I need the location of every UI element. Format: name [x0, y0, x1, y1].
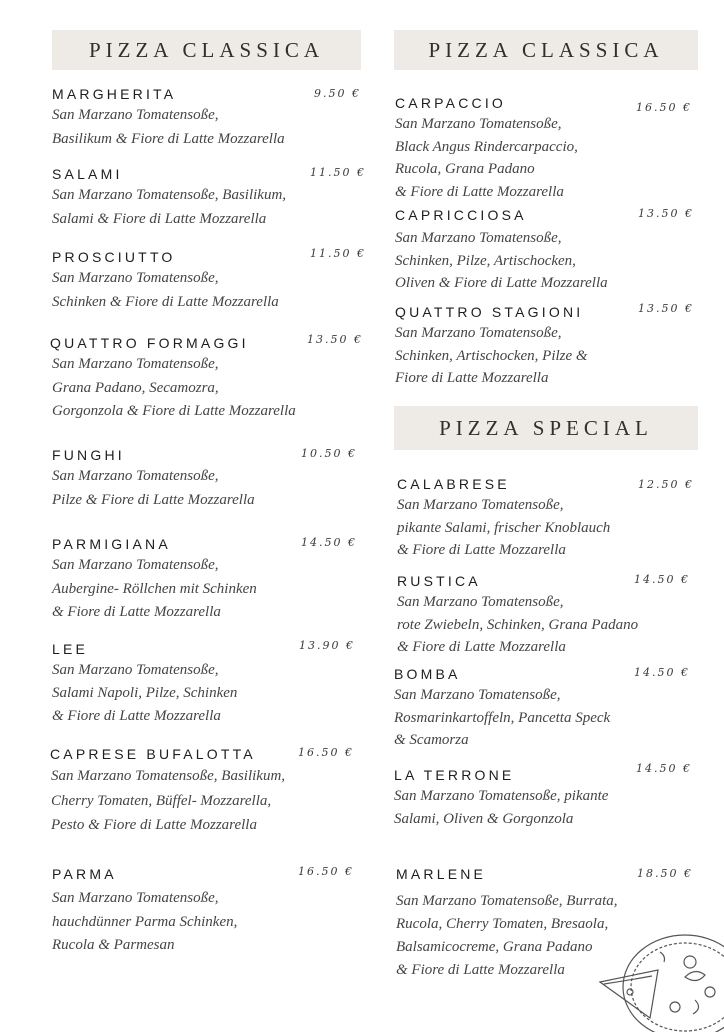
menu-item-caprese-bufalotta [50, 746, 362, 838]
item-name: FUNGHI [52, 447, 125, 463]
menu-item-la-terrone [394, 762, 694, 831]
section-title: PIZZA CLASSICA [428, 37, 664, 62]
item-description: San Marzano Tomatensoße, pikante Salami, Oliven & Gorgonzola [394, 788, 609, 827]
section-title: PIZZA CLASSICA [88, 37, 325, 62]
item-description: San Marzano Tomatensoße, pikante Salami, frischer Knoblauch & Fiore di Latte Mozzarella [397, 497, 611, 558]
item-name: PROSCIUTTO [52, 249, 176, 265]
item-description: San Marzano Tomatensoße, Burrata, Rucola, Cherry Tomaten, Bresaola, Balsamicocreme, Grana Padano & Fiore di Latte Mozzarella [396, 893, 618, 978]
item-price: 16.50 € [636, 101, 692, 114]
menu-item-capricciosa [395, 207, 695, 295]
item-description: San Marzano Tomatensoße, Schinken, Artischocken, Pilze & Fiore di Latte Mozzarella [395, 325, 588, 386]
menu-item-parmigiana [52, 536, 362, 625]
item-description: San Marzano Tomatensoße, rote Zwiebeln, Schinken, Grana Padano & Fiore di Latte Mozzarella [397, 594, 639, 655]
item-description: San Marzano Tomatensoße, Basilikum, Cherry Tomaten, Büffel- Mozzarella, Pesto & Fiore di Latte Mozzarella [51, 768, 286, 833]
item-name: CAPRESE BUFALOTTA [50, 746, 256, 762]
item-price: 18.50 € [637, 867, 693, 880]
item-name: BOMBA [394, 666, 461, 682]
menu-item-funghi [52, 447, 362, 512]
menu-item-calabrese [397, 476, 695, 562]
item-description: San Marzano Tomatensoße, Black Angus Rindercarpaccio, Rucola, Grana Padano & Fiore di Latte Mozzarella [395, 116, 578, 200]
item-price: 13.50 € [638, 207, 694, 220]
menu-item-parma [52, 866, 362, 958]
menu-item-margherita [52, 86, 362, 151]
item-name: RUSTICA [397, 573, 481, 589]
header-pizza-special [394, 406, 698, 450]
item-description: San Marzano Tomatensoße, Aubergine- Röllchen mit Schinken & Fiore di Latte Mozzarella [52, 557, 257, 620]
item-name: LEE [52, 641, 89, 657]
item-description: San Marzano Tomatensoße, Grana Padano, Secamozra, Gorgonzola & Fiore di Latte Mozzarella [52, 356, 296, 419]
item-price: 11.50 € [310, 166, 366, 179]
item-description: San Marzano Tomatensoße, Schinken & Fiore di Latte Mozzarella [52, 270, 279, 310]
item-description: San Marzano Tomatensoße, Basilikum & Fiore di Latte Mozzarella [52, 107, 285, 147]
item-name: MARGHERITA [52, 86, 177, 102]
item-price: 11.50 € [310, 247, 366, 260]
menu-item-lee [52, 641, 362, 728]
menu-item-quattro-stagioni [395, 304, 695, 390]
item-price: 16.50 € [298, 746, 354, 759]
item-price: 14.50 € [634, 573, 690, 586]
item-price: 13.50 € [638, 302, 694, 315]
item-price: 10.50 € [301, 447, 357, 460]
menu-item-carpaccio [395, 95, 695, 203]
item-name: PARMIGIANA [52, 536, 171, 552]
item-description: San Marzano Tomatensoße, Basilikum, Salami & Fiore di Latte Mozzarella [52, 187, 287, 227]
item-description: San Marzano Tomatensoße, Salami Napoli, Pilze, Schinken & Fiore di Latte Mozzarella [52, 662, 238, 724]
header-pizza-classica-right [394, 30, 698, 70]
item-price: 14.50 € [636, 762, 692, 775]
item-name: CALABRESE [397, 476, 510, 492]
item-name: PARMA [52, 866, 117, 882]
header-pizza-classica-left [52, 30, 361, 70]
item-price: 9.50 € [314, 87, 361, 100]
item-name: MARLENE [396, 866, 487, 882]
item-name: CAPRICCIOSA [395, 207, 527, 223]
item-description: San Marzano Tomatensoße, hauchdünner Parma Schinken, Rucola & Parmesan [52, 890, 238, 953]
item-name: QUATTRO STAGIONI [395, 304, 584, 320]
item-description: San Marzano Tomatensoße, Rosmarinkartoffeln, Pancetta Speck & Scamorza [394, 687, 611, 748]
item-name: LA TERRONE [394, 767, 515, 783]
item-name: CARPACCIO [395, 95, 506, 111]
section-title: PIZZA SPECIAL [439, 415, 653, 440]
menu-item-prosciutto [52, 247, 366, 314]
menu-item-salami [52, 166, 366, 231]
item-price: 14.50 € [634, 666, 690, 679]
item-description: San Marzano Tomatensoße, Pilze & Fiore di Latte Mozzarella [52, 468, 255, 508]
item-price: 13.90 € [299, 639, 355, 652]
item-price: 16.50 € [298, 865, 354, 878]
item-price: 13.50 € [307, 333, 363, 346]
menu-item-bomba [394, 666, 694, 752]
item-name: SALAMI [52, 166, 123, 182]
menu-item-quattro-formaggi [50, 335, 362, 424]
menu-item-rustica [397, 573, 695, 659]
pizza-sketch-icon [590, 922, 724, 1032]
item-price: 12.50 € [638, 478, 694, 491]
item-name: QUATTRO FORMAGGI [50, 335, 249, 351]
item-price: 14.50 € [301, 536, 357, 549]
item-description: San Marzano Tomatensoße, Schinken, Pilze, Artischocken, Oliven & Fiore di Latte Mozzarella [395, 230, 608, 291]
